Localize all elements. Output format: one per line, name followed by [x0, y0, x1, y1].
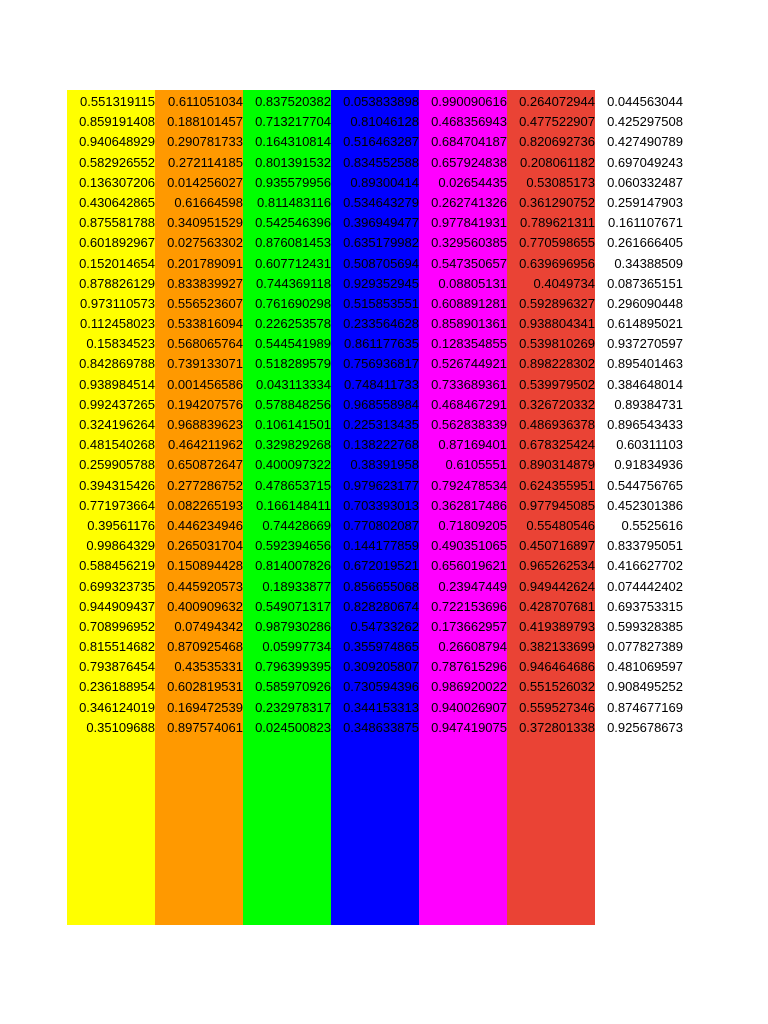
cell-value: 0.526744921 [431, 356, 507, 372]
cell-value: 0.144177859 [343, 538, 419, 554]
cell-value: 0.34388509 [614, 255, 683, 271]
cell-value: 0.161107671 [608, 215, 683, 231]
cell-value: 0.938984514 [79, 376, 155, 392]
cell-value: 0.834552588 [343, 154, 419, 170]
cell-value: 0.733689361 [431, 376, 507, 392]
cell-value: 0.551526032 [519, 679, 595, 695]
cell-value: 0.4049734 [533, 275, 595, 291]
cell-value: 0.937270597 [607, 336, 683, 352]
cell-value: 0.481069597 [607, 659, 683, 675]
cell-value: 0.324196264 [79, 417, 155, 432]
cell-value: 0.106141501 [255, 417, 331, 432]
cell-value: 0.539810269 [519, 336, 595, 352]
cell-value: 0.722153696 [431, 598, 507, 614]
cell-value: 0.842869788 [79, 356, 155, 372]
cell-value: 0.61664598 [174, 194, 243, 210]
cell-value: 0.588456219 [79, 558, 155, 574]
cell-value: 0.539979502 [519, 376, 595, 392]
cell-value: 0.890314879 [519, 457, 595, 473]
cell-value: 0.697049243 [607, 154, 683, 170]
cell-value: 0.468356943 [431, 114, 507, 130]
cell-value: 0.551319115 [80, 94, 155, 109]
cell-value: 0.815514682 [79, 639, 155, 655]
cell-value: 0.925678673 [607, 719, 683, 735]
cell-value: 0.770598655 [519, 235, 595, 251]
value-column-4 [335, 92, 419, 738]
cell-value: 0.861177635 [344, 336, 419, 352]
cell-value: 0.730594396 [343, 679, 419, 695]
value-column-5 [423, 92, 507, 738]
cell-value: 0.277286752 [167, 477, 243, 493]
cell-value: 0.74428669 [262, 517, 331, 533]
cell-value: 0.26608794 [438, 639, 507, 655]
cell-value: 0.814007826 [255, 558, 331, 574]
cell-value: 0.940026907 [431, 699, 507, 715]
cell-value: 0.150894428 [167, 558, 243, 574]
cell-value: 0.326720332 [519, 396, 595, 412]
cell-value: 0.344153313 [343, 699, 419, 715]
cell-value: 0.53085173 [526, 174, 595, 190]
cell-value: 0.478653715 [255, 477, 331, 493]
cell-value: 0.419389793 [519, 618, 595, 634]
cell-value: 0.568065764 [167, 336, 243, 352]
cell-value: 0.977945085 [519, 497, 595, 513]
cell-value: 0.656019621 [431, 558, 507, 574]
cell-value: 0.582926552 [79, 154, 155, 170]
cell-value: 0.856655068 [343, 578, 419, 594]
cell-value: 0.355974865 [343, 639, 419, 655]
cell-value: 0.5525616 [621, 517, 683, 533]
cell-value: 0.425297508 [607, 114, 683, 130]
cell-value: 0.430642865 [79, 194, 155, 210]
cell-value: 0.166148411 [256, 497, 331, 513]
cell-value: 0.977841931 [431, 215, 507, 231]
cell-value: 0.452301386 [607, 497, 683, 513]
cell-value: 0.875581788 [79, 215, 155, 231]
cell-value: 0.082265193 [167, 497, 243, 513]
cell-value: 0.739133071 [167, 356, 243, 372]
cell-value: 0.272114185 [168, 154, 243, 170]
cell-value: 0.348633875 [343, 719, 419, 735]
cell-value: 0.897574061 [167, 719, 243, 735]
cell-value: 0.128354855 [431, 336, 507, 352]
cell-value: 0.693753315 [607, 598, 683, 614]
value-column-3 [247, 92, 331, 738]
cell-value: 0.935579956 [255, 174, 331, 190]
cell-value: 0.614895021 [607, 316, 683, 332]
cell-value: 0.859191408 [79, 114, 155, 130]
cell-value: 0.703393013 [343, 497, 419, 513]
cell-value: 0.361290752 [519, 194, 595, 210]
cell-value: 0.811483116 [257, 194, 331, 210]
cell-value: 0.770802087 [343, 517, 419, 533]
cell-value: 0.08805131 [438, 275, 507, 291]
cell-value: 0.71809205 [438, 517, 507, 533]
cell-value: 0.585970926 [255, 679, 331, 695]
cell-value: 0.896543433 [607, 417, 683, 432]
cell-value: 0.965262534 [519, 558, 595, 574]
cell-value: 0.340951529 [167, 215, 243, 231]
cell-value: 0.450716897 [519, 538, 595, 554]
cell-value: 0.481540268 [79, 437, 155, 453]
cell-value: 0.394315426 [79, 477, 155, 493]
cell-value: 0.384648014 [607, 376, 683, 392]
cell-value: 0.060332487 [607, 174, 683, 190]
cell-value: 0.464211962 [168, 437, 243, 453]
cell-value: 0.876081453 [255, 235, 331, 251]
cell-value: 0.89300414 [350, 174, 419, 190]
cell-value: 0.60311103 [616, 437, 683, 453]
cell-value: 0.947419075 [431, 719, 507, 735]
cell-value: 0.549071317 [255, 598, 331, 614]
cell-value: 0.152014654 [79, 255, 155, 271]
cell-value: 0.562838339 [431, 417, 507, 432]
cell-value: 0.534643279 [343, 194, 419, 210]
cell-value: 0.650872647 [167, 457, 243, 473]
cell-value: 0.559527346 [519, 699, 595, 715]
cell-value: 0.508705694 [343, 255, 419, 271]
cell-value: 0.43535331 [174, 659, 243, 675]
cell-value: 0.858901361 [431, 316, 507, 332]
cell-value: 0.699323735 [79, 578, 155, 594]
cell-value: 0.382133699 [519, 639, 595, 655]
cell-value: 0.428707681 [519, 598, 595, 614]
cell-value: 0.226253578 [255, 316, 331, 332]
cell-value: 0.544756765 [607, 477, 683, 493]
cell-value: 0.542546396 [255, 215, 331, 231]
cell-value: 0.547350657 [431, 255, 507, 271]
cell-value: 0.744369118 [256, 275, 331, 291]
cell-value: 0.898228302 [519, 356, 595, 372]
cell-value: 0.264072944 [519, 94, 595, 109]
cell-value: 0.265031704 [167, 538, 243, 554]
cell-value: 0.014256027 [167, 174, 243, 190]
cell-value: 0.259147903 [607, 194, 683, 210]
cell-value: 0.208061182 [520, 154, 595, 170]
cell-value: 0.828280674 [343, 598, 419, 614]
cell-value: 0.874677169 [607, 699, 683, 715]
cell-value: 0.329560385 [431, 235, 507, 251]
cell-value: 0.18933877 [262, 578, 331, 594]
cell-value: 0.362817486 [431, 497, 507, 513]
cell-value: 0.820692736 [519, 134, 595, 150]
cell-value: 0.236188954 [79, 679, 155, 695]
cell-value: 0.949442624 [519, 578, 595, 594]
cell-value: 0.02654435 [438, 174, 507, 190]
cell-value: 0.607712431 [255, 255, 331, 271]
cell-value: 0.173662957 [431, 618, 507, 634]
cell-value: 0.672019521 [343, 558, 419, 574]
cell-value: 0.592896327 [519, 295, 595, 311]
cell-value: 0.801391532 [255, 154, 331, 170]
cell-value: 0.346124019 [79, 699, 155, 715]
cell-value: 0.262741326 [431, 194, 507, 210]
cell-value: 0.053833898 [343, 94, 419, 109]
cell-value: 0.400909632 [167, 598, 243, 614]
cell-value: 0.578848256 [255, 396, 331, 412]
cell-value: 0.986920022 [431, 679, 507, 695]
cell-value: 0.602819531 [167, 679, 243, 695]
cell-value: 0.232978317 [255, 699, 331, 715]
cell-value: 0.556523607 [167, 295, 243, 311]
cell-value: 0.54733262 [350, 618, 419, 634]
cell-value: 0.087365151 [607, 275, 683, 291]
cell-value: 0.938804341 [519, 316, 595, 332]
cell-value: 0.837520382 [255, 94, 331, 109]
cell-value: 0.427490789 [607, 134, 683, 150]
cell-value: 0.833839927 [167, 275, 243, 291]
cell-value: 0.024500823 [255, 719, 331, 735]
cell-value: 0.99864329 [86, 538, 155, 554]
cell-value: 0.544541989 [255, 336, 331, 352]
cell-value: 0.979623177 [343, 477, 419, 493]
cell-value: 0.611051034 [168, 94, 243, 109]
cell-value: 0.372801338 [519, 719, 595, 735]
cell-value: 0.38391958 [350, 457, 419, 473]
cell-value: 0.486936378 [519, 417, 595, 432]
cell-value: 0.027563302 [167, 235, 243, 251]
cell-value: 0.968839623 [167, 417, 243, 432]
cell-value: 0.639696956 [519, 255, 595, 271]
cell-value: 0.87169401 [438, 437, 507, 453]
cell-value: 0.15834523 [86, 336, 155, 352]
cell-value: 0.992437265 [79, 396, 155, 412]
cell-value: 0.518289579 [255, 356, 331, 372]
value-column-6 [511, 92, 595, 738]
cell-value: 0.05997734 [262, 639, 331, 655]
value-column-2 [159, 92, 243, 738]
cell-value: 0.684704187 [431, 134, 507, 150]
cell-value: 0.940648929 [79, 134, 155, 150]
cell-value: 0.601892967 [79, 235, 155, 251]
cell-value: 0.787615296 [431, 659, 507, 675]
cell-value: 0.624355951 [519, 477, 595, 493]
cell-value: 0.895401463 [607, 356, 683, 372]
cell-value: 0.968558984 [343, 396, 419, 412]
cell-value: 0.878826129 [79, 275, 155, 291]
value-column-7 [599, 92, 683, 738]
cell-value: 0.194207576 [167, 396, 243, 412]
cell-value: 0.929352945 [343, 275, 419, 291]
cell-value: 0.657924838 [431, 154, 507, 170]
cell-value: 0.261666405 [607, 235, 683, 251]
cell-value: 0.296090448 [607, 295, 683, 311]
cell-value: 0.516463287 [343, 134, 419, 150]
cell-value: 0.477522907 [519, 114, 595, 130]
cell-value: 0.23947449 [438, 578, 507, 594]
cell-value: 0.793876454 [79, 659, 155, 675]
cell-value: 0.708996952 [79, 618, 155, 634]
cell-value: 0.077827389 [607, 639, 683, 655]
cell-value: 0.944909437 [79, 598, 155, 614]
cell-value: 0.973110573 [80, 295, 155, 311]
cell-value: 0.792478534 [431, 477, 507, 493]
cell-value: 0.112458023 [80, 316, 155, 332]
cell-value: 0.074442402 [607, 578, 683, 594]
cell-value: 0.908495252 [607, 679, 683, 695]
cell-value: 0.761690298 [255, 295, 331, 311]
cell-value: 0.396949477 [343, 215, 419, 231]
cell-value: 0.81046128 [350, 114, 419, 130]
cell-value: 0.748411733 [344, 376, 419, 392]
cell-value: 0.445920573 [167, 578, 243, 594]
cell-value: 0.946464686 [519, 659, 595, 675]
cell-value: 0.39561176 [87, 517, 155, 533]
cell-value: 0.468467291 [431, 396, 507, 412]
cell-value: 0.533816094 [167, 316, 243, 332]
cell-value: 0.225313435 [343, 417, 419, 432]
cell-value: 0.233564628 [343, 316, 419, 332]
cell-value: 0.678325424 [519, 437, 595, 453]
cell-value: 0.416627702 [607, 558, 683, 574]
cell-value: 0.713217704 [255, 114, 331, 130]
cell-value: 0.400097322 [255, 457, 331, 473]
cell-value: 0.188101457 [167, 114, 243, 130]
cell-value: 0.515853551 [343, 295, 419, 311]
cell-value: 0.446234946 [167, 517, 243, 533]
cell-value: 0.756936817 [343, 356, 419, 372]
cell-value: 0.138222768 [343, 437, 419, 453]
cell-value: 0.043113334 [256, 376, 331, 392]
cell-value: 0.169472539 [167, 699, 243, 715]
cell-value: 0.309205807 [343, 659, 419, 675]
cell-value: 0.001456586 [167, 376, 243, 392]
value-column-1 [71, 92, 155, 738]
cell-value: 0.987930286 [255, 618, 331, 634]
cell-value: 0.6105551 [445, 457, 507, 473]
cell-value: 0.91834936 [614, 457, 683, 473]
cell-value: 0.870925468 [167, 639, 243, 655]
cell-value: 0.796399395 [255, 659, 331, 675]
cell-value: 0.635179982 [343, 235, 419, 251]
cell-value: 0.259905788 [79, 457, 155, 473]
cell-value: 0.07494342 [174, 618, 243, 634]
cell-value: 0.833795051 [607, 538, 683, 554]
cell-value: 0.789621311 [520, 215, 595, 231]
cell-value: 0.490351065 [431, 538, 507, 554]
cell-value: 0.35109688 [86, 719, 155, 735]
cell-value: 0.599328385 [607, 618, 683, 634]
cell-value: 0.164310814 [255, 134, 331, 150]
cell-value: 0.329829268 [255, 437, 331, 453]
cell-value: 0.044563044 [607, 94, 683, 109]
cell-value: 0.608891281 [431, 295, 507, 311]
cell-value: 0.55480546 [526, 517, 595, 533]
cell-value: 0.592394656 [255, 538, 331, 554]
cell-value: 0.201789091 [167, 255, 243, 271]
cell-value: 0.290781733 [167, 134, 243, 150]
cell-value: 0.990090616 [431, 94, 507, 109]
cell-value: 0.136307206 [79, 174, 155, 190]
cell-value: 0.89384731 [614, 396, 683, 412]
cell-value: 0.771973664 [79, 497, 155, 513]
